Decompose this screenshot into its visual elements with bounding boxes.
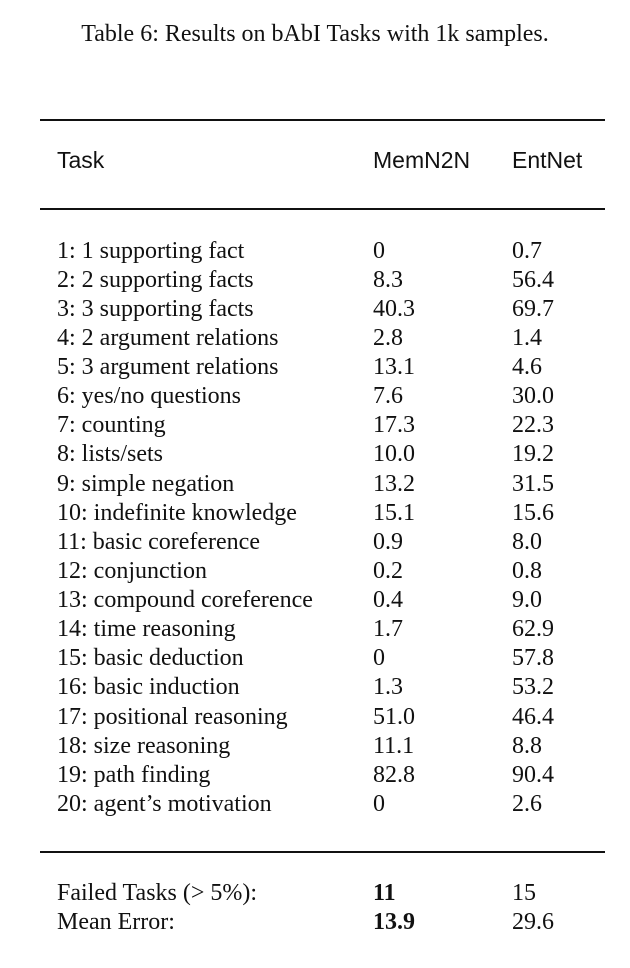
entnet-value: 90.4 — [512, 762, 554, 788]
memn2n-value: 51.0 — [373, 704, 415, 730]
task-name: 9: simple negation — [57, 471, 235, 497]
entnet-value: 1.4 — [512, 325, 542, 351]
header-memn2n: MemN2N — [373, 147, 471, 173]
memn2n-value: 0.9 — [373, 529, 403, 555]
entnet-value: 57.8 — [512, 645, 554, 671]
task-name: 19: path finding — [57, 762, 211, 788]
header-entnet: EntNet — [512, 147, 583, 173]
entnet-value: 69.7 — [512, 296, 554, 322]
memn2n-value: 2.8 — [373, 325, 403, 351]
entnet-value: 2.6 — [512, 791, 542, 817]
table-row — [0, 265, 630, 295]
table-row — [0, 352, 630, 382]
task-name: 17: positional reasoning — [57, 704, 288, 730]
table-row — [0, 672, 630, 702]
memn2n-value: 40.3 — [373, 296, 415, 322]
entnet-value: 9.0 — [512, 587, 542, 613]
task-name: 2: 2 supporting facts — [57, 267, 254, 293]
entnet-value: 15 — [512, 880, 536, 906]
task-name: 11: basic coreference — [57, 529, 260, 555]
table-row — [0, 236, 630, 266]
table-row — [0, 643, 630, 673]
task-name: 13: compound coreference — [57, 587, 313, 613]
memn2n-value: 11.1 — [373, 733, 415, 759]
task-name: 1: 1 supporting fact — [57, 238, 245, 264]
table-row — [0, 760, 630, 790]
memn2n-value: 15.1 — [373, 500, 415, 526]
entnet-value: 0.8 — [512, 558, 542, 584]
entnet-value: 22.3 — [512, 412, 554, 438]
memn2n-value: 13.9 — [373, 909, 415, 935]
task-name: 16: basic induction — [57, 674, 240, 700]
memn2n-value: 11 — [373, 880, 396, 906]
task-name: 6: yes/no questions — [57, 383, 241, 409]
entnet-value: 8.8 — [512, 733, 542, 759]
header-task: Task — [57, 147, 105, 173]
memn2n-value: 1.7 — [373, 616, 403, 642]
memn2n-value: 8.3 — [373, 267, 403, 293]
memn2n-value: 13.1 — [373, 354, 415, 380]
memn2n-value: 10.0 — [373, 441, 415, 467]
entnet-value: 29.6 — [512, 909, 554, 935]
table-row — [0, 294, 630, 324]
entnet-value: 15.6 — [512, 500, 554, 526]
table-row — [0, 585, 630, 615]
table-row — [0, 731, 630, 761]
summary-rule — [40, 851, 605, 853]
header-rule — [40, 208, 605, 210]
table-row — [0, 556, 630, 586]
memn2n-value: 1.3 — [373, 674, 403, 700]
memn2n-value: 82.8 — [373, 762, 415, 788]
table-row — [0, 498, 630, 528]
memn2n-value: 0 — [373, 238, 385, 264]
memn2n-value: 0.2 — [373, 558, 403, 584]
table-header — [0, 145, 630, 175]
entnet-value: 0.7 — [512, 238, 542, 264]
task-name: 12: conjunction — [57, 558, 207, 584]
summary-label: Mean Error: — [57, 909, 175, 935]
entnet-value: 4.6 — [512, 354, 542, 380]
task-name: 14: time reasoning — [57, 616, 236, 642]
top-rule — [40, 119, 605, 121]
summary-row-failed-tasks — [0, 878, 630, 908]
table-row — [0, 323, 630, 353]
table-row — [0, 702, 630, 732]
entnet-value: 62.9 — [512, 616, 554, 642]
entnet-value: 53.2 — [512, 674, 554, 700]
task-name: 7: counting — [57, 412, 166, 438]
task-name: 20: agent’s motivation — [57, 791, 272, 817]
table-row — [0, 469, 630, 499]
task-name: 3: 3 supporting facts — [57, 296, 254, 322]
task-name: 8: lists/sets — [57, 441, 164, 467]
memn2n-value: 13.2 — [373, 471, 415, 497]
entnet-value: 30.0 — [512, 383, 554, 409]
task-name: 4: 2 argument relations — [57, 325, 279, 351]
memn2n-value: 0 — [373, 791, 385, 817]
entnet-value: 8.0 — [512, 529, 542, 555]
table-row — [0, 789, 630, 819]
memn2n-value: 17.3 — [373, 412, 415, 438]
task-name: 10: indefinite knowledge — [57, 500, 297, 526]
entnet-value: 46.4 — [512, 704, 554, 730]
table-row — [0, 614, 630, 644]
table-row — [0, 381, 630, 411]
task-name: 5: 3 argument relations — [57, 354, 279, 380]
memn2n-value: 0.4 — [373, 587, 403, 613]
summary-label: Failed Tasks (> 5%): — [57, 880, 258, 906]
table-row — [0, 410, 630, 440]
entnet-value: 19.2 — [512, 441, 554, 467]
entnet-value: 31.5 — [512, 471, 554, 497]
memn2n-value: 0 — [373, 645, 385, 671]
table-row — [0, 439, 630, 469]
summary-row-mean-error — [0, 907, 630, 937]
entnet-value: 56.4 — [512, 267, 554, 293]
task-name: 18: size reasoning — [57, 733, 231, 759]
table-caption: Table 6: Results on bAbI Tasks with 1k samples. — [81, 21, 549, 47]
task-name: 15: basic deduction — [57, 645, 244, 671]
memn2n-value: 7.6 — [373, 383, 403, 409]
table-row — [0, 527, 630, 557]
